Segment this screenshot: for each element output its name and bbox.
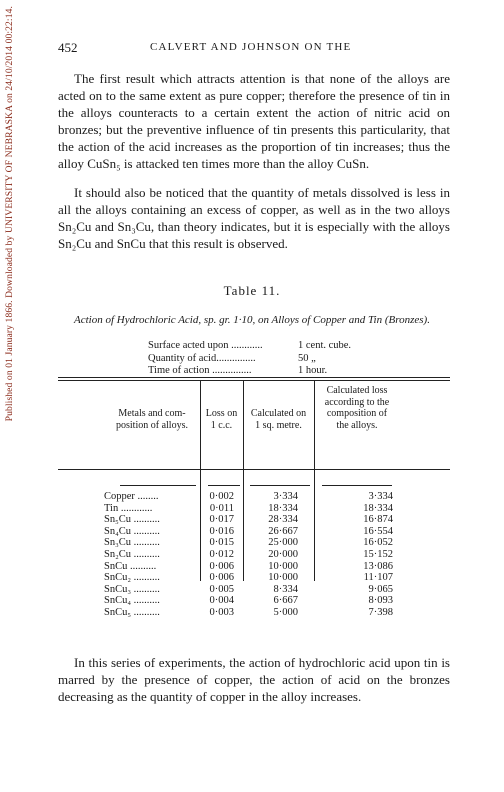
alloy-cell: Sn₃Cu .......... [104,537,160,549]
loss-cell: 0·005 [209,583,234,595]
loss-cell: 0·015 [209,537,234,549]
watermark-text: Published on 01 January 1866. Downloaded by UNIVERSITY OF NEBRASKA on 24/10/2014 00:22:14. [3,6,15,422]
column-rule [208,485,240,486]
loss-cell: 0·012 [209,549,234,560]
condition-row [148,340,352,353]
calc-sq-metre-cell: 10·000 [268,560,298,572]
calc-composition-cell: 16·874 [363,514,393,526]
column-rule [120,485,196,486]
calc-composition-cell: 11·107 [363,572,393,584]
alloy-cell: Tin ............ [104,502,153,514]
alloy-cell: Sn₂Cu .......... [104,549,160,560]
alloy-cell: SnCu₅ .......... [104,607,160,618]
page-number: 452 [58,40,78,55]
paragraph-3: In this series of experiments, the action of hydrochloric acid upon tin is marred by the presence of copper, the action of acid on the bronzes decreasing as the quantity of copper in the alloy increases. [58,655,450,704]
calc-sq-metre-cell: 6·667 [273,595,298,607]
loss-cell: 0·002 [209,491,234,502]
condition-label: Time of action ............... [148,365,252,376]
calc-sq-metre-cell: 5·000 [273,607,298,618]
table-caption: Table 11. [223,283,281,298]
table-subtitle: Action of Hydrochloric Acid, sp. gr. 1·10, on Alloys of Copper and Tin (Bronzes). [74,314,430,326]
calc-composition-cell: 3·334 [368,491,393,502]
calc-sq-metre-cell: 20·000 [268,549,298,560]
loss-cell: 0·016 [209,525,234,537]
calc-sq-metre-cell: 10·000 [268,572,298,584]
loss-cell: 0·003 [209,607,234,618]
header-calculated-loss-text: Calculated loss according to the composition of the alloys. [324,385,390,431]
header-metals-text: Metals and com- position of alloys. [116,408,188,431]
condition-value: 1 hour. [298,365,328,376]
condition-label: Surface acted upon ............ [148,340,263,351]
calc-sq-metre-cell: 26·667 [268,525,298,537]
loss-cell: 0·017 [209,514,234,526]
column-rule [250,485,310,486]
header-loss-text: Loss on 1 c.c. [205,408,238,431]
condition-value: 1 cent. cube. [298,340,352,351]
header-calculated-sq-metre [243,408,314,431]
calc-composition-cell: 13·086 [363,560,393,572]
loss-cell: 0·004 [209,595,234,607]
calc-composition-cell: 18·334 [363,502,393,514]
experiment-conditions [148,340,352,378]
alloy-cell: Sn₅Cu .......... [104,514,160,526]
condition-row [148,352,316,366]
loss-cell: 0·006 [209,572,234,584]
column-rule [322,485,392,486]
alloy-cell: SnCu₂ .......... [104,572,160,584]
alloy-cell: Sn₄Cu .......... [104,525,160,537]
download-watermark [3,6,15,786]
running-title: CALVERT AND JOHNSON ON THE [150,41,352,53]
calc-composition-cell: 16·554 [363,525,393,537]
alloy-cell: SnCu .......... [104,560,157,572]
header-calculated-text: Calculated on 1 sq. metre. [250,408,307,431]
loss-cell: 0·011 [209,502,234,514]
calc-composition-cell: 15·152 [363,549,393,560]
calc-sq-metre-cell: 28·334 [268,514,298,526]
calc-composition-cell: 16·052 [363,537,393,549]
alloy-cell: Copper ........ [104,491,159,502]
calc-sq-metre-cell: 8·334 [273,583,298,595]
calc-sq-metre-cell: 25·000 [268,537,298,549]
header-loss [200,408,243,431]
paragraph-1: The first result which attracts attention is that none of the alloys are acted on to the same extent as pure copper; therefore the presence of tin in the alloys counteracts to a certain extent the action of nitric acid on bronzes; but the preventive influence of tin presents this particularity, that the action of the acid increases as the proportion of tin increases; thus the alloy CuSn₅ is attacked ten times more than the alloy CuSn. [58,71,450,171]
calc-composition-cell: 9·065 [368,583,393,595]
condition-value: 50 „ [298,352,316,364]
condition-label: Quantity of acid............... [148,352,256,364]
condition-row [148,365,328,378]
table-top-rule [58,377,450,378]
header-metals [104,408,200,431]
header-calculated-loss [314,385,400,431]
paragraph-2: It should also be noticed that the quantity of metals dissolved is less in all the alloys containing an excess of copper, as well as in the two alloys Sn₂Cu and Sn₃Cu, than theory indicates, but it is especially with the alloys Sn₂Cu and SnCu that this result is observed. [58,185,450,251]
table-top-rule-double [58,380,450,381]
alloy-cell: SnCu₃ .......... [104,583,160,595]
calc-sq-metre-cell: 18·334 [268,502,298,514]
page-header [58,40,456,56]
alloy-cell: SnCu₄ .......... [104,595,160,607]
loss-cell: 0·006 [209,560,234,572]
calc-sq-metre-cell: 3·334 [273,491,298,502]
header-bottom-rule [58,469,450,470]
calc-composition-cell: 7·398 [368,607,393,618]
calc-composition-cell: 8·093 [368,595,393,607]
